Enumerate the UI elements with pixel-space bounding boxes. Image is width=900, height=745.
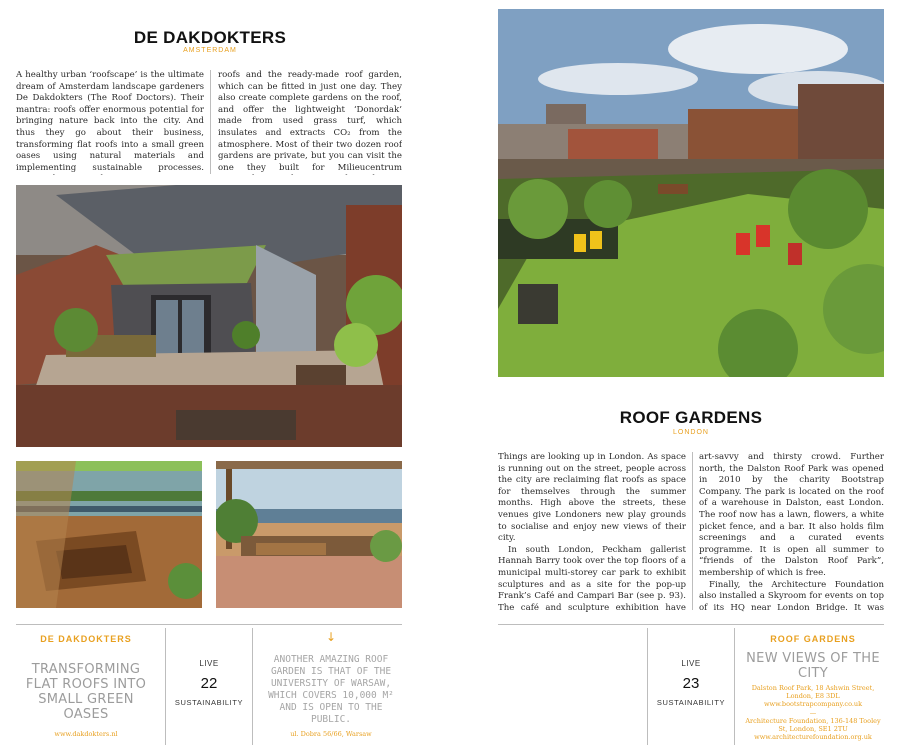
left-footer-label: DE DAKDOKTERS [40, 634, 132, 644]
left-footer-note: ANOTHER AMAZING ROOF GARDEN IS THAT OF THE UNIVERSITY OF WARSAW, WHICH COVERS 10,000 M² AND IS OPEN TO THE PUBLIC. [268, 654, 394, 725]
left-column-1 [16, 70, 204, 175]
photo-harbour-terrace [216, 461, 402, 608]
right-footer-label: ROOF GARDENS [770, 634, 856, 644]
right-footer-website-1: www.bootstrapcompany.co.uk [763, 700, 863, 708]
right-footer-separator: — [809, 709, 817, 717]
right-column-1 [498, 452, 686, 612]
left-column-divider [210, 70, 211, 174]
down-arrow-icon: ↓ [325, 630, 337, 644]
left-col2-text: roofs and the ready-made roof garden, which can be fitted in just one day. They also create complete gardens on the roof, and offer the lightweight ‘Donordak’ made from used grass turf, which insulates and extracts CO₂ from the atmosphere. Most of their two dozen roof gardens are private, but you can visit the one they built for Milieucentrum [218, 70, 402, 173]
right-footer-divider-2 [734, 628, 735, 745]
right-footer-website-2: www.architecturefoundation.org.uk [754, 733, 872, 741]
left-footer-live: LIVE [199, 659, 219, 668]
left-footer-tagline: TRANSFORMING FLAT ROOFS INTO SMALL GREEN OASES [25, 662, 147, 722]
photo-wooden-deck-seating [16, 461, 202, 608]
left-footer-website: www.dakdokters.nl [54, 730, 118, 738]
right-footer-address-2: Architecture Foundation, 136-148 Tooley St, London, SE1 2TU [745, 717, 881, 733]
left-footer-category: SUSTAINABILITY [174, 698, 244, 707]
right-page-city: LONDON [673, 429, 709, 436]
left-page-title: DE DAKDOKTERS [133, 28, 287, 47]
photo-dalston-roof-park [498, 9, 884, 377]
right-footer-rule [498, 624, 884, 625]
left-column-2 [218, 70, 402, 175]
left-footer-rule [16, 624, 402, 625]
left-page-number: 22 [200, 675, 218, 692]
right-column-divider [692, 452, 693, 610]
left-footer-divider-2 [252, 628, 253, 745]
left-footer-note-address: ul. Dobra 56/66, Warsaw [290, 730, 372, 738]
right-col2-paragraph-1: art-savvy and thirsty crowd. Further north, the Dalston Roof Park was opened in 2010 by the charity Bootstrap Company. The park is located on the roof of a warehouse in Dalston, east London. The roof now has a lawn, flowers, a white picket fence, and a bar. It also holds film screenings and a curated events programme. It is open all summer to “friends of the Dalston Roof Park”, membership of which is free. [699, 452, 884, 578]
right-page-number: 23 [682, 675, 700, 692]
right-footer-category: SUSTAINABILITY [656, 698, 726, 707]
right-page-title: ROOF GARDENS [619, 408, 763, 427]
left-col1-text: A healthy urban ‘roofscape’ is the ultimate dream of Amsterdam landscape gardeners De Dakdokters (The Roof Doctors). Their mantra: roofs offer enormous potential for bringing nature back into the city. And thus they go about their business, transforming flat roofs into a small green oases using natural materials and implementing sustainable processes. [16, 70, 204, 173]
right-footer-live: LIVE [681, 659, 701, 668]
photo-green-roof-house [16, 185, 402, 447]
right-footer-address-1: Dalston Roof Park, 18 Ashwin Street, London, E8 3DL [751, 684, 875, 700]
left-page-city: AMSTERDAM [183, 47, 237, 54]
right-col1-paragraph-2: In south London, Peckham gallerist Hannah Barry took over the top floors of a municipal multi-storey car park to exhibit sculptures and as a site for the pop-up Frank’s Café and Campari Bar (see p. 93). The café and sculpture exhibition have [498, 544, 686, 612]
right-footer-tagline: NEW VIEWS OF THE CITY [746, 651, 880, 681]
right-col1-paragraph-1: Things are looking up in London. As space is running out on the street, people across the city are reclaiming flat roofs as space for themselves through the summer months. High above the streets, these venues give Londoners new play grounds to socialise and enjoy new views of their city. [498, 452, 686, 544]
right-column-2 [699, 452, 884, 612]
right-col2-paragraph-2: Finally, the Architecture Foundation also installed a Skyroom for events on top of its HQ near London Bridge. It was [699, 579, 884, 612]
